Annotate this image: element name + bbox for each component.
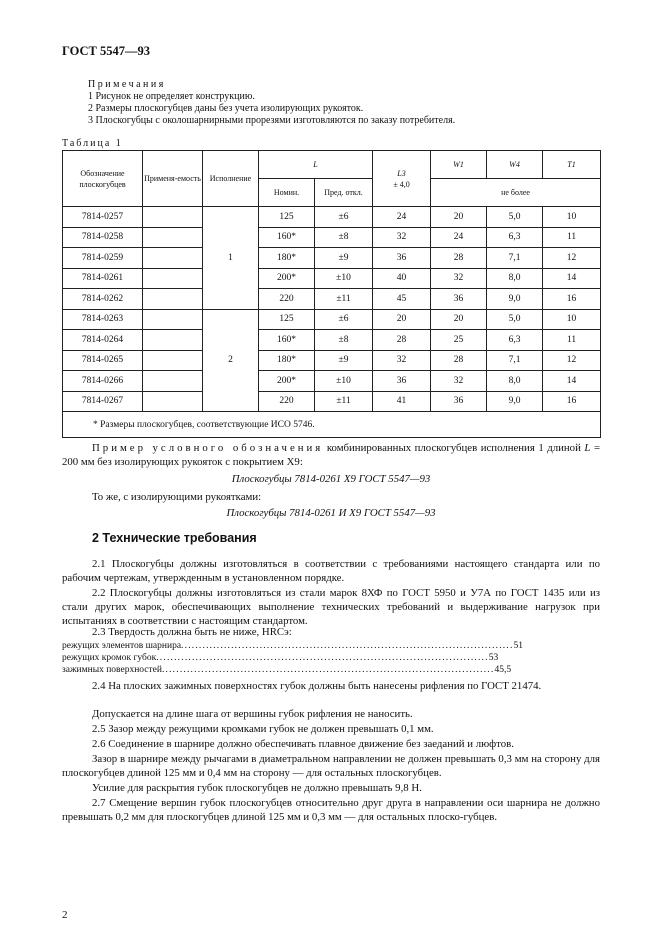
cell-tolerance: ±11 <box>315 391 373 412</box>
cell-nominal: 200* <box>259 371 315 392</box>
cell-tolerance: ±8 <box>315 330 373 351</box>
para-2-6c: Усилие для раскрытия губок плоскогубцев не должно превышать 9,8 Н. <box>92 782 422 794</box>
cell-tolerance: ±10 <box>315 371 373 392</box>
example-lead: Пример условного обозначения <box>92 442 324 454</box>
cell-nominal: 125 <box>259 309 315 330</box>
cell-designation: 7814-0267 <box>63 391 143 412</box>
cell-tolerance: ±6 <box>315 309 373 330</box>
table-row <box>63 350 601 371</box>
example-designation-2: Плоскогубцы 7814-0261 И Х9 ГОСТ 5547—93 <box>226 507 436 519</box>
cell-tolerance: ±6 <box>315 207 373 228</box>
cell-nominal: 220 <box>259 289 315 310</box>
header-max: не более <box>431 179 601 207</box>
cell-nominal: 125 <box>259 207 315 228</box>
cell-W1: 28 <box>431 350 487 371</box>
cell-applicability <box>143 207 203 228</box>
cell-T1: 10 <box>543 207 601 228</box>
header-W1: W1 <box>431 151 487 179</box>
cell-T1: 12 <box>543 350 601 371</box>
cell-W1: 32 <box>431 268 487 289</box>
cell-tolerance: ±11 <box>315 289 373 310</box>
para-2-3: 2.3 Твердость должна быть не ниже, HRCэ: <box>92 626 292 638</box>
table-row <box>63 248 601 269</box>
cell-T1: 16 <box>543 391 601 412</box>
cell-L3: 45 <box>373 289 431 310</box>
cell-applicability <box>143 248 203 269</box>
para-2-4b: Допускается на длине шага от вершины губок рифления не наносить. <box>92 708 413 720</box>
cell-nominal: 180* <box>259 248 315 269</box>
hardness-list <box>62 640 524 676</box>
cell-applicability <box>143 289 203 310</box>
cell-W4: 6,3 <box>487 330 543 351</box>
cell-L3: 32 <box>373 350 431 371</box>
cell-W4: 9,0 <box>487 391 543 412</box>
cell-T1: 12 <box>543 248 601 269</box>
cell-nominal: 160* <box>259 330 315 351</box>
header-tolerance: Пред. откл. <box>315 179 373 207</box>
cell-L3: 32 <box>373 227 431 248</box>
cell-applicability <box>143 330 203 351</box>
table-row <box>63 371 601 392</box>
cell-designation: 7814-0259 <box>63 248 143 269</box>
table-caption: Таблица 1 <box>62 138 123 149</box>
para-2-2: 2.2 Плоскогубцы должны изготовляться из стали марок 8ХФ по ГОСТ 5950 и У7А по ГОСТ 1435 или из стали других марок, обеспечивающих выполнение технических требований и выдерживание нагрузок при испытаниях в соответствии с настоящим стандартом. <box>62 587 600 627</box>
cell-applicability <box>143 350 203 371</box>
cell-applicability <box>143 309 203 330</box>
cell-W1: 36 <box>431 391 487 412</box>
section-title: 2 Технические требования <box>92 531 257 545</box>
cell-W4: 7,1 <box>487 248 543 269</box>
cell-W4: 8,0 <box>487 371 543 392</box>
cell-designation: 7814-0263 <box>63 309 143 330</box>
example-same: То же, с изолирующими рукоятками: <box>92 491 262 503</box>
example-designation-1: Плоскогубцы 7814-0261 Х9 ГОСТ 5547—93 <box>231 473 431 485</box>
cell-designation: 7814-0261 <box>63 268 143 289</box>
cell-designation: 7814-0262 <box>63 289 143 310</box>
hardness-row: режущих кромок губок ............................................................................................. 53 <box>62 653 499 663</box>
table-row <box>63 227 601 248</box>
cell-version: 2 <box>203 309 259 412</box>
cell-L3: 36 <box>373 371 431 392</box>
cell-L3: 24 <box>373 207 431 228</box>
header-T1: T1 <box>543 151 601 179</box>
cell-W4: 5,0 <box>487 309 543 330</box>
para-2-1: 2.1 Плоскогубцы должны изготовляться в соответствии с требованиями настоящего стандарта или по рабочим чертежам, утвержденным в установленном порядке. <box>62 558 600 584</box>
hardness-row: зажимных поверхностей ............................................................................................. 45,5 <box>62 665 512 675</box>
notes-title: Примечания <box>88 79 166 90</box>
cell-applicability <box>143 371 203 392</box>
para-2-5: 2.5 Зазор между режущими кромками губок не должен превышать 0,1 мм. <box>92 723 434 735</box>
cell-W4: 6,3 <box>487 227 543 248</box>
cell-W1: 20 <box>431 207 487 228</box>
table-row <box>63 309 601 330</box>
para-2-4: 2.4 На плоских зажимных поверхностях губок должны быть нанесены рифления по ГОСТ 21474. <box>92 680 542 692</box>
cell-W1: 28 <box>431 248 487 269</box>
cell-T1: 11 <box>543 330 601 351</box>
table-row <box>63 289 601 310</box>
cell-T1: 11 <box>543 227 601 248</box>
cell-designation: 7814-0264 <box>63 330 143 351</box>
header-version: Исполнение <box>203 151 259 207</box>
cell-applicability <box>143 391 203 412</box>
cell-W4: 8,0 <box>487 268 543 289</box>
cell-nominal: 180* <box>259 350 315 371</box>
table-row <box>63 207 601 228</box>
table-row <box>63 268 601 289</box>
header-L: L <box>259 151 373 179</box>
table-row <box>63 330 601 351</box>
cell-tolerance: ±9 <box>315 248 373 269</box>
header-L3 <box>373 151 431 207</box>
cell-designation: 7814-0258 <box>63 227 143 248</box>
cell-designation: 7814-0266 <box>63 371 143 392</box>
header-designation: Обозначение плоскогубцев <box>63 151 143 207</box>
cell-L3: 28 <box>373 330 431 351</box>
document-header: ГОСТ 5547—93 <box>62 44 151 58</box>
cell-W4: 5,0 <box>487 207 543 228</box>
dimensions-table <box>62 150 601 438</box>
cell-L3: 40 <box>373 268 431 289</box>
para-2-7: 2.7 Смещение вершин губок плоскогубцев относительно друг друга в направлении оси шарнира не должно превышать 0,2 мм для плоскогубцев длиной 125 мм и 0,3 мм — для остальных плоско-губцев. <box>62 797 600 823</box>
header-W4: W4 <box>487 151 543 179</box>
header-applicability: Применя-емость <box>143 151 203 207</box>
cell-nominal: 200* <box>259 268 315 289</box>
para-2-6: 2.6 Соединение в шарнире должно обеспечивать плавное движение без заеданий и люфтов. <box>92 738 514 750</box>
cell-T1: 16 <box>543 289 601 310</box>
cell-tolerance: ±8 <box>315 227 373 248</box>
cell-L3: 36 <box>373 248 431 269</box>
cell-applicability <box>143 227 203 248</box>
example-text-2: = 200 мм без изолирующих рукояток с покрытием Х9: <box>62 442 601 468</box>
table-body <box>63 207 601 412</box>
notes-block <box>88 79 455 127</box>
table-footnote: * Размеры плоскогубцев, соответствующие ИСО 5746. <box>63 412 601 438</box>
cell-designation: 7814-0257 <box>63 207 143 228</box>
note-item: 3 Плоскогубцы с околошарнирными прорезями изготовляются по заказу потребителя. <box>88 115 456 126</box>
header-L3-tolerance: ± 4,0 <box>393 179 410 189</box>
cell-W1: 24 <box>431 227 487 248</box>
cell-W4: 9,0 <box>487 289 543 310</box>
cell-L3: 41 <box>373 391 431 412</box>
hardness-row: режущих элементов шарнира ............................................................................................. 51 <box>62 641 524 651</box>
cell-W1: 36 <box>431 289 487 310</box>
cell-designation: 7814-0265 <box>63 350 143 371</box>
cell-L3: 20 <box>373 309 431 330</box>
cell-version: 1 <box>203 207 259 310</box>
note-item: 1 Рисунок не определяет конструкцию. <box>88 91 255 102</box>
example-text-1: комбинированных плоскогубцев исполнения 1 длиной <box>326 442 581 454</box>
page-number: 2 <box>62 909 68 921</box>
cell-nominal: 160* <box>259 227 315 248</box>
cell-W1: 32 <box>431 371 487 392</box>
cell-W1: 20 <box>431 309 487 330</box>
cell-W1: 25 <box>431 330 487 351</box>
cell-W4: 7,1 <box>487 350 543 371</box>
example-paragraph <box>62 441 600 469</box>
cell-tolerance: ±10 <box>315 268 373 289</box>
note-item: 2 Размеры плоскогубцев даны без учета изолирующих рукояток. <box>88 103 364 114</box>
cell-T1: 14 <box>543 371 601 392</box>
header-L3-label: L3 <box>397 168 406 178</box>
example-L: L <box>584 442 591 454</box>
header-nominal: Номин. <box>259 179 315 207</box>
cell-nominal: 220 <box>259 391 315 412</box>
para-2-6b: Зазор в шарнире между рычагами в диаметральном направлении не должен превышать 0,3 мм на сторону для плоскогубцев длиной 125 мм и 0,4 мм на сторону — для остальных плоскогубцев. <box>62 753 600 779</box>
cell-applicability <box>143 268 203 289</box>
cell-T1: 14 <box>543 268 601 289</box>
table-row <box>63 391 601 412</box>
cell-tolerance: ±9 <box>315 350 373 371</box>
cell-T1: 10 <box>543 309 601 330</box>
